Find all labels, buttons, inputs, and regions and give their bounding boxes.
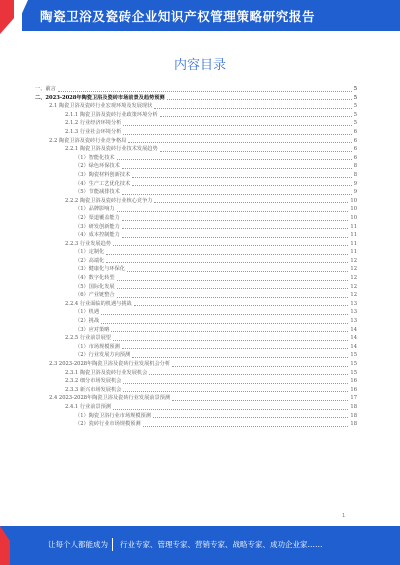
toc-entry[interactable] [35, 420, 357, 429]
toc-entry-page: 11 [350, 223, 357, 230]
toc-entry-page: 11 [350, 240, 357, 247]
toc-leader-dots [106, 254, 348, 255]
footer-divider [112, 538, 113, 551]
toc-entry-page: 5 [353, 111, 357, 118]
toc-entry-page: 16 [350, 386, 357, 393]
footer-experts-text: 行业专家、管理专家、营销专家、战略专家、成功企业家…… [120, 540, 323, 549]
toc-entry-label: 2.2 陶瓷卫浴及瓷砖行业竞争格局 [49, 137, 127, 144]
toc-entry-label: （3）陶瓷材料创新技术 [75, 171, 131, 178]
toc-entry[interactable] [35, 343, 357, 352]
toc-entry-page: 15 [350, 369, 357, 376]
toc-entry-page: 5 [353, 94, 357, 101]
toc-entry[interactable] [35, 274, 357, 283]
toc-entry[interactable] [35, 145, 357, 154]
table-of-contents [35, 85, 357, 429]
toc-leader-dots [160, 116, 352, 117]
toc-entry-label: 2.4 2023-2028年陶瓷卫浴及瓷砖行业发展前景预测 [49, 395, 171, 402]
toc-entry-page: 17 [350, 395, 357, 402]
toc-entry-page: 12 [350, 283, 357, 290]
toc-entry[interactable] [35, 257, 357, 266]
toc-entry[interactable] [35, 171, 357, 180]
toc-entry-page: 6 [353, 128, 357, 135]
toc-leader-dots [132, 177, 352, 178]
toc-entry-label: 2.3.2 细分市场发展机会 [65, 378, 122, 385]
toc-entry[interactable] [35, 137, 357, 146]
toc-entry-page: 18 [350, 421, 357, 428]
toc-entry-page: 12 [350, 257, 357, 264]
toc-entry-page: 5 [353, 86, 357, 92]
toc-leader-dots [58, 91, 352, 92]
toc-entry-page: 6 [353, 137, 357, 144]
toc-entry-label: （2）渠道覆盖能力 [75, 214, 120, 221]
toc-entry-label: 2.2.4 行业面临的机遇与挑战 [65, 300, 132, 307]
toc-entry[interactable] [35, 403, 357, 412]
toc-leader-dots [167, 99, 352, 100]
toc-entry[interactable] [35, 102, 357, 111]
toc-leader-dots [123, 391, 348, 392]
toc-leader-dots [122, 237, 349, 238]
toc-leader-dots [117, 159, 352, 160]
toc-entry-label: 一、前言 [35, 86, 56, 92]
toc-entry-label: （1）品牌影响力 [75, 206, 115, 213]
toc-entry-label: （6）产业链整合 [75, 292, 115, 299]
toc-entry[interactable] [35, 162, 357, 171]
toc-entry-page: 11 [350, 249, 357, 256]
toc-leader-dots [122, 168, 352, 169]
toc-entry[interactable] [35, 214, 357, 223]
toc-entry[interactable] [35, 394, 357, 403]
toc-entry[interactable] [35, 111, 357, 120]
toc-entry[interactable] [35, 412, 357, 421]
toc-entry-label: 2.3 2023-2028年陶瓷卫浴及瓷砖行业发展机会分析 [49, 361, 171, 367]
toc-entry-page: 11 [350, 232, 357, 239]
toc-entry-page: 8 [353, 171, 357, 178]
toc-entry[interactable] [35, 351, 357, 360]
toc-leader-dots [117, 280, 349, 281]
report-title: 陶瓷卫浴及瓷砖企业知识产权管理策略研究报告 [40, 9, 316, 24]
toc-entry[interactable] [35, 85, 357, 94]
toc-leader-dots [113, 340, 348, 341]
toc-leader-dots [154, 108, 351, 109]
toc-entry[interactable] [35, 386, 357, 395]
toc-entry-label: （1）定制化 [75, 249, 105, 256]
toc-entry-page: 10 [350, 197, 357, 204]
toc-entry[interactable] [35, 188, 357, 197]
toc-entry[interactable] [35, 240, 357, 249]
toc-entry-page: 15 [350, 361, 357, 367]
report-header-banner [0, 0, 400, 34]
toc-entry-page: 5 [353, 103, 357, 110]
toc-entry-page: 12 [350, 275, 357, 282]
toc-entry-label: （1）机遇 [75, 309, 100, 316]
toc-entry[interactable] [35, 326, 357, 335]
toc-entry[interactable] [35, 223, 357, 232]
toc-entry-page: 6 [353, 146, 357, 153]
toc-leader-dots [122, 194, 352, 195]
toc-leader-dots [117, 211, 349, 212]
toc-entry-label: （3）应对策略 [75, 326, 110, 333]
toc-leader-dots [149, 374, 348, 375]
toc-entry-page: 14 [350, 343, 357, 350]
toc-entry-page: 10 [350, 206, 357, 213]
toc-entry-page: 13 [350, 300, 357, 307]
toc-entry[interactable] [35, 154, 357, 163]
toc-entry-label: 2.1 陶瓷卫浴及瓷砖行业宏观环境及发展现状 [49, 103, 153, 110]
toc-entry-label: （4）成本控制能力 [75, 232, 120, 239]
report-footer-banner [0, 526, 400, 565]
toc-entry[interactable] [35, 360, 357, 369]
toc-leader-dots [122, 348, 349, 349]
toc-entry-page: 10 [350, 214, 357, 221]
toc-entry-page: 18 [350, 403, 357, 410]
toc-entry[interactable] [35, 205, 357, 214]
toc-entry[interactable] [35, 377, 357, 386]
toc-entry[interactable] [35, 369, 357, 378]
toc-leader-dots [113, 409, 348, 410]
toc-entry-label: 2.1.2 行业经济环境分析 [65, 120, 122, 127]
toc-leader-dots [123, 125, 351, 126]
toc-entry-page: 9 [353, 189, 357, 196]
toc-entry[interactable] [35, 334, 357, 343]
toc-leader-dots [123, 383, 348, 384]
toc-entry-page: 15 [350, 352, 357, 359]
toc-entry-label: （1）陶瓷卫浴行业市场规模预测 [75, 412, 151, 419]
toc-entry-page: 6 [353, 154, 357, 161]
toc-entry-label: （2）瓷砖行业市场规模预测 [75, 421, 141, 428]
toc-leader-dots [172, 400, 348, 401]
toc-entry-label: 二、2023-2028年陶瓷卫浴及瓷砖市场前景及趋势预测 [35, 94, 165, 101]
toc-entry[interactable] [35, 231, 357, 240]
header-white-stripe [14, 0, 28, 31]
toc-entry-label: 2.2.3 行业发展趋势 [65, 240, 111, 247]
toc-entry-page: 12 [350, 266, 357, 273]
toc-leader-dots [132, 357, 348, 358]
toc-entry[interactable] [35, 308, 357, 317]
toc-entry-label: （4）数字化转型 [75, 275, 115, 282]
toc-entry[interactable] [35, 119, 357, 128]
toc-entry-page: 13 [350, 318, 357, 325]
toc-entry-page: 14 [350, 335, 357, 342]
toc-entry-page: 18 [350, 412, 357, 419]
toc-entry-page: 14 [350, 326, 357, 333]
toc-entry-label: （3）健康化与环保化 [75, 266, 125, 273]
toc-entry-page: 8 [353, 163, 357, 170]
toc-entry[interactable] [35, 180, 357, 189]
toc-entry-label: 2.1.1 陶瓷卫浴及瓷砖行业政策环境分析 [65, 111, 158, 118]
toc-entry-label: （2）挑战 [75, 318, 100, 325]
toc-entry-label: 2.2.5 行业前景展望 [65, 335, 111, 342]
toc-entry[interactable] [35, 300, 357, 309]
toc-entry[interactable] [35, 94, 357, 103]
toc-entry[interactable] [35, 283, 357, 292]
toc-leader-dots [122, 228, 349, 229]
toc-entry-label: （1）智能化技术 [75, 154, 115, 161]
toc-entry-label: 2.3.3 新兴市场发展机会 [65, 386, 122, 393]
toc-entry-label: （5）节能减排技术 [75, 189, 120, 196]
toc-entry[interactable] [35, 197, 357, 206]
toc-entry-label: 2.4.1 行业前景预测 [65, 403, 111, 410]
toc-leader-dots [123, 134, 351, 135]
footer-slogan: 让每个人都能成为 [48, 540, 108, 549]
toc-entry-page: 9 [353, 180, 357, 187]
footer-blue-stripe [10, 526, 26, 565]
toc-entry-label: 2.3.1 陶瓷卫浴及瓷砖行业发展机会 [65, 369, 148, 376]
page-number: 1 [342, 513, 346, 519]
toc-entry-label: （4）生产工艺优化技术 [75, 180, 131, 187]
toc-entry[interactable] [35, 128, 357, 137]
toc-leader-dots [154, 202, 348, 203]
toc-leader-dots [127, 271, 348, 272]
toc-leader-dots [101, 323, 348, 324]
toc-entry-label: （1）市场规模预测 [75, 343, 120, 350]
toc-leader-dots [117, 297, 349, 298]
toc-entry-label: 2.1.3 行业社会环境分析 [65, 128, 122, 135]
toc-leader-dots [122, 220, 349, 221]
toc-entry-label: （2）行业发展方向预测 [75, 352, 131, 359]
toc-leader-dots [117, 288, 349, 289]
toc-entry[interactable] [35, 317, 357, 326]
toc-entry-label: （2）高端化 [75, 257, 105, 264]
toc-leader-dots [143, 426, 349, 427]
toc-leader-dots [160, 151, 352, 152]
toc-heading: 内容目录 [173, 58, 226, 73]
toc-entry-label: （5）国际化发展 [75, 283, 115, 290]
toc-leader-dots [132, 185, 352, 186]
toc-entry-label: 2.2.2 陶瓷卫浴及瓷砖行业核心竞争力 [65, 197, 153, 204]
toc-entry-label: 2.2.1 陶瓷卫浴及瓷砖行业技术发展趋势 [65, 146, 158, 153]
toc-entry-label: （2）绿色环保技术 [75, 163, 120, 170]
toc-leader-dots [111, 331, 348, 332]
toc-leader-dots [106, 262, 348, 263]
toc-leader-dots [153, 417, 348, 418]
toc-leader-dots [113, 245, 348, 246]
toc-leader-dots [128, 142, 351, 143]
toc-entry-page: 12 [350, 292, 357, 299]
toc-entry[interactable] [35, 265, 357, 274]
toc-leader-dots [101, 314, 348, 315]
toc-leader-dots [172, 366, 348, 367]
toc-entry[interactable] [35, 291, 357, 300]
toc-entry-page: 13 [350, 309, 357, 316]
toc-entry[interactable] [35, 248, 357, 257]
toc-entry-label: （3）研发创新能力 [75, 223, 120, 230]
toc-entry-page: 5 [353, 120, 357, 127]
toc-entry-page: 16 [350, 378, 357, 385]
toc-leader-dots [134, 305, 349, 306]
